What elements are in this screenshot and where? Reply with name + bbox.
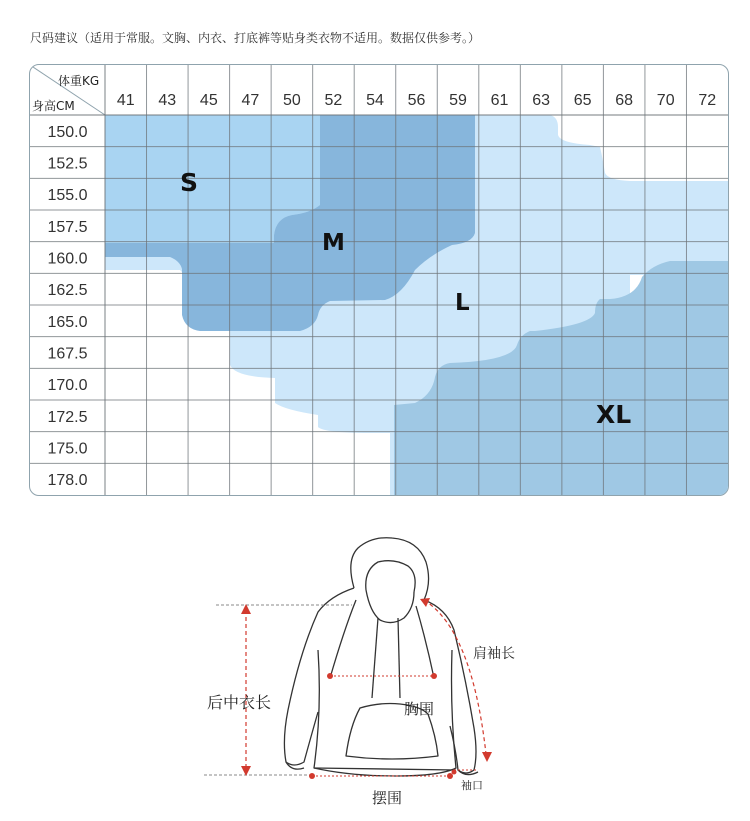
label-chest: 胸围 xyxy=(404,700,435,718)
size-label-xl: XL xyxy=(596,400,632,429)
weight-label: 41 xyxy=(116,92,135,109)
height-label: 150.0 xyxy=(47,123,88,141)
height-label: 155.0 xyxy=(47,187,88,205)
weight-labels xyxy=(117,92,716,109)
weight-label: 59 xyxy=(449,92,467,109)
label-shoulder-sleeve: 肩袖长 xyxy=(473,646,515,662)
weight-label: 72 xyxy=(698,92,717,109)
size-label-l: L xyxy=(455,290,470,316)
weight-label: 61 xyxy=(490,92,509,109)
label-cuff: 袖口 xyxy=(461,779,483,792)
label-hem: 摆围 xyxy=(372,789,403,807)
weight-header: 体重KG xyxy=(58,74,100,88)
height-label: 172.5 xyxy=(47,408,88,426)
height-label: 178.0 xyxy=(47,472,88,490)
label-back-length: 后中衣长 xyxy=(207,693,272,712)
height-label: 152.5 xyxy=(47,155,88,173)
weight-label: 65 xyxy=(573,92,592,109)
size-label-s: S xyxy=(180,168,199,197)
height-label: 175.0 xyxy=(47,440,88,458)
size-grid xyxy=(30,65,728,495)
hoodie-sketch xyxy=(284,538,478,776)
weight-label: 43 xyxy=(158,92,177,109)
weight-label: 45 xyxy=(199,92,218,109)
size-chart xyxy=(29,64,729,496)
measurement-diagram xyxy=(0,500,750,821)
height-label: 170.0 xyxy=(47,377,88,395)
weight-label: 70 xyxy=(656,92,675,109)
weight-label: 63 xyxy=(532,92,550,109)
height-label: 162.5 xyxy=(47,282,88,300)
weight-label: 54 xyxy=(366,92,384,109)
height-label: 165.0 xyxy=(47,313,88,331)
weight-label: 56 xyxy=(407,92,426,109)
weight-label: 52 xyxy=(324,92,343,109)
weight-label: 68 xyxy=(615,92,634,109)
height-label: 160.0 xyxy=(47,250,88,268)
weight-label: 47 xyxy=(241,92,260,109)
height-label: 157.5 xyxy=(47,218,88,236)
height-label: 167.5 xyxy=(47,345,88,363)
weight-label: 50 xyxy=(283,92,301,109)
size-label-m: M xyxy=(322,230,345,256)
size-advice-note: 尺码建议（适用于常服。文胸、内衣、打底裤等贴身类衣物不适用。数据仅供参考。） xyxy=(30,31,481,45)
height-header: 身高CM xyxy=(32,99,75,113)
measurement-marks xyxy=(204,598,492,779)
